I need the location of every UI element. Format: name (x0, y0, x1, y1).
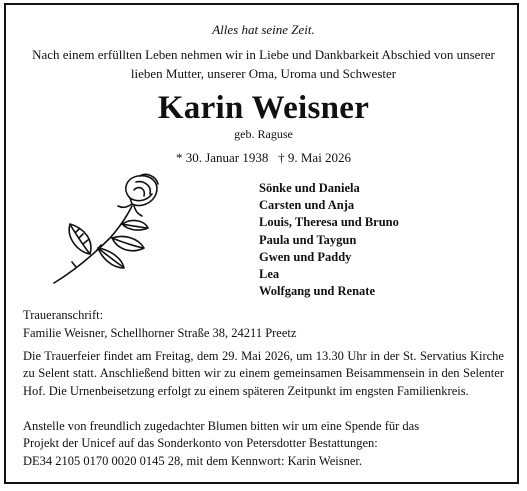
intro-line: lieben Mutter, unserer Oma, Uroma und Schwester (130, 66, 397, 81)
mourning-address (23, 306, 296, 342)
rose-icon (52, 172, 172, 287)
mourner-entry: Paula und Taygun (259, 232, 357, 247)
donation-line: Projekt der Unicef auf das Sonderkonto von Petersdotter Bestattungen: (23, 436, 378, 451)
donation-line: Anstelle von freundlich zugedachter Blumen bitten wir um eine Spende für das (23, 419, 420, 433)
donation-request (23, 418, 504, 470)
intro-text (0, 45, 527, 83)
address-text: Familie Weisner, Schellhorner Straße 38, 24211 Preetz (23, 326, 297, 340)
intro-line: Nach einem erfüllten Leben nehmen wir in Liebe und Dankbarkeit Abschied von unserer (32, 47, 495, 62)
life-dates: * 30. Januar 1938 † 9. Mai 2026 (175, 150, 352, 165)
maiden-name: geb. Raguse (234, 127, 293, 141)
donation-line: DE34 2105 0170 0020 0145 28, mit dem Kennwort: Karin Weisner. (23, 453, 363, 468)
motto: Alles hat seine Zeit. (212, 22, 315, 37)
mourner-entry: Lea (259, 267, 280, 282)
mourner-entry: Wolfgang und Renate (259, 284, 375, 299)
funeral-details: Die Trauerfeier findet am Freitag, dem 29. Mai 2026, um 13.30 Uhr in der St. Servatius Kirche zu Selent statt. Anschließend bitten wir zu einem gemeinsamen Beisammensein in den Selenter Hof. Die Urnenbeisetzung erfolgt zu einem späteren Zeitpunkt im engsten Familienkreis. (23, 349, 504, 398)
mourner-entry: Carsten und Anja (259, 198, 355, 213)
mourner-entry: Louis, Theresa und Bruno (259, 215, 399, 230)
deceased-name: Karin Weisner (157, 90, 370, 126)
mourner-entry: Gwen und Paddy (259, 249, 352, 264)
address-label: Traueranschrift: (23, 308, 104, 322)
mourner-entry: Sönke und Daniela (259, 181, 360, 195)
mourners-list (259, 180, 399, 300)
